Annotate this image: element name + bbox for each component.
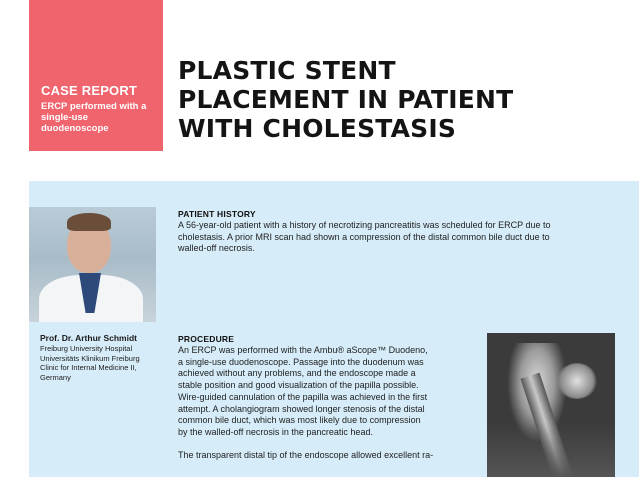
author-affiliation-line: Clinic for Internal Medicine II, [40,363,137,373]
author-affiliation-line: Universitäts Klinikum Freiburg [40,353,140,363]
author-affiliation-line: Freiburg University Hospital [40,344,133,353]
author-name: Prof. Dr. Arthur Schmidt [40,333,137,343]
text-line: A 56-year-old patient with a history of necrotizing pancreatitis was scheduled for ERCP due to [178,220,551,230]
patient-history-section [178,209,618,255]
procedure-section [178,334,474,472]
procedure-paragraph-2 [178,450,474,462]
author-block [40,333,168,382]
procedure-paragraph-1 [178,345,474,439]
text-line: Wire-guided cannulation of the papilla was achieved in the first [178,391,428,402]
text-line: a single-use duodenoscope. Passage into the duodenum was [178,356,424,367]
text-line: stable position and good visualization of the papilla possible. [178,380,419,391]
page-title [178,56,618,143]
text-line: common bile duct, which was most likely due to compression [178,415,421,426]
text-line: walled-off necrosis. [178,243,255,254]
patient-history-heading: PATIENT HISTORY [178,209,256,219]
case-report-label: CASE REPORT [41,83,138,98]
cholangiogram-image [487,333,615,477]
title-line: WITH CHOLESTASIS [178,114,457,143]
patient-history-text [178,220,618,255]
author-photo [29,207,156,322]
text-line: by the walled-off necrosis in the pancreatic head. [178,426,373,437]
text-line: attempt. A cholangiogram showed longer stenosis of the distal [178,403,425,414]
case-report-subtitle: ERCP performed with a single-use duodenoscope [41,101,147,134]
procedure-heading: PROCEDURE [178,334,235,344]
case-report-box [29,0,163,151]
text-line: achieved without any problems, and the endoscope made a [178,368,416,379]
title-line: PLACEMENT IN PATIENT [178,85,514,114]
text-line: The transparent distal tip of the endoscope allowed excellent ra- [178,449,434,460]
author-affiliation-line: Germany [40,372,71,382]
title-line: PLASTIC STENT [178,56,396,85]
text-line: cholestasis. A prior MRI scan had shown a compression of the distal common bile duct due to [178,231,550,242]
text-line: An ERCP was performed with the Ambu® aScope™ Duodeno, [178,345,428,355]
